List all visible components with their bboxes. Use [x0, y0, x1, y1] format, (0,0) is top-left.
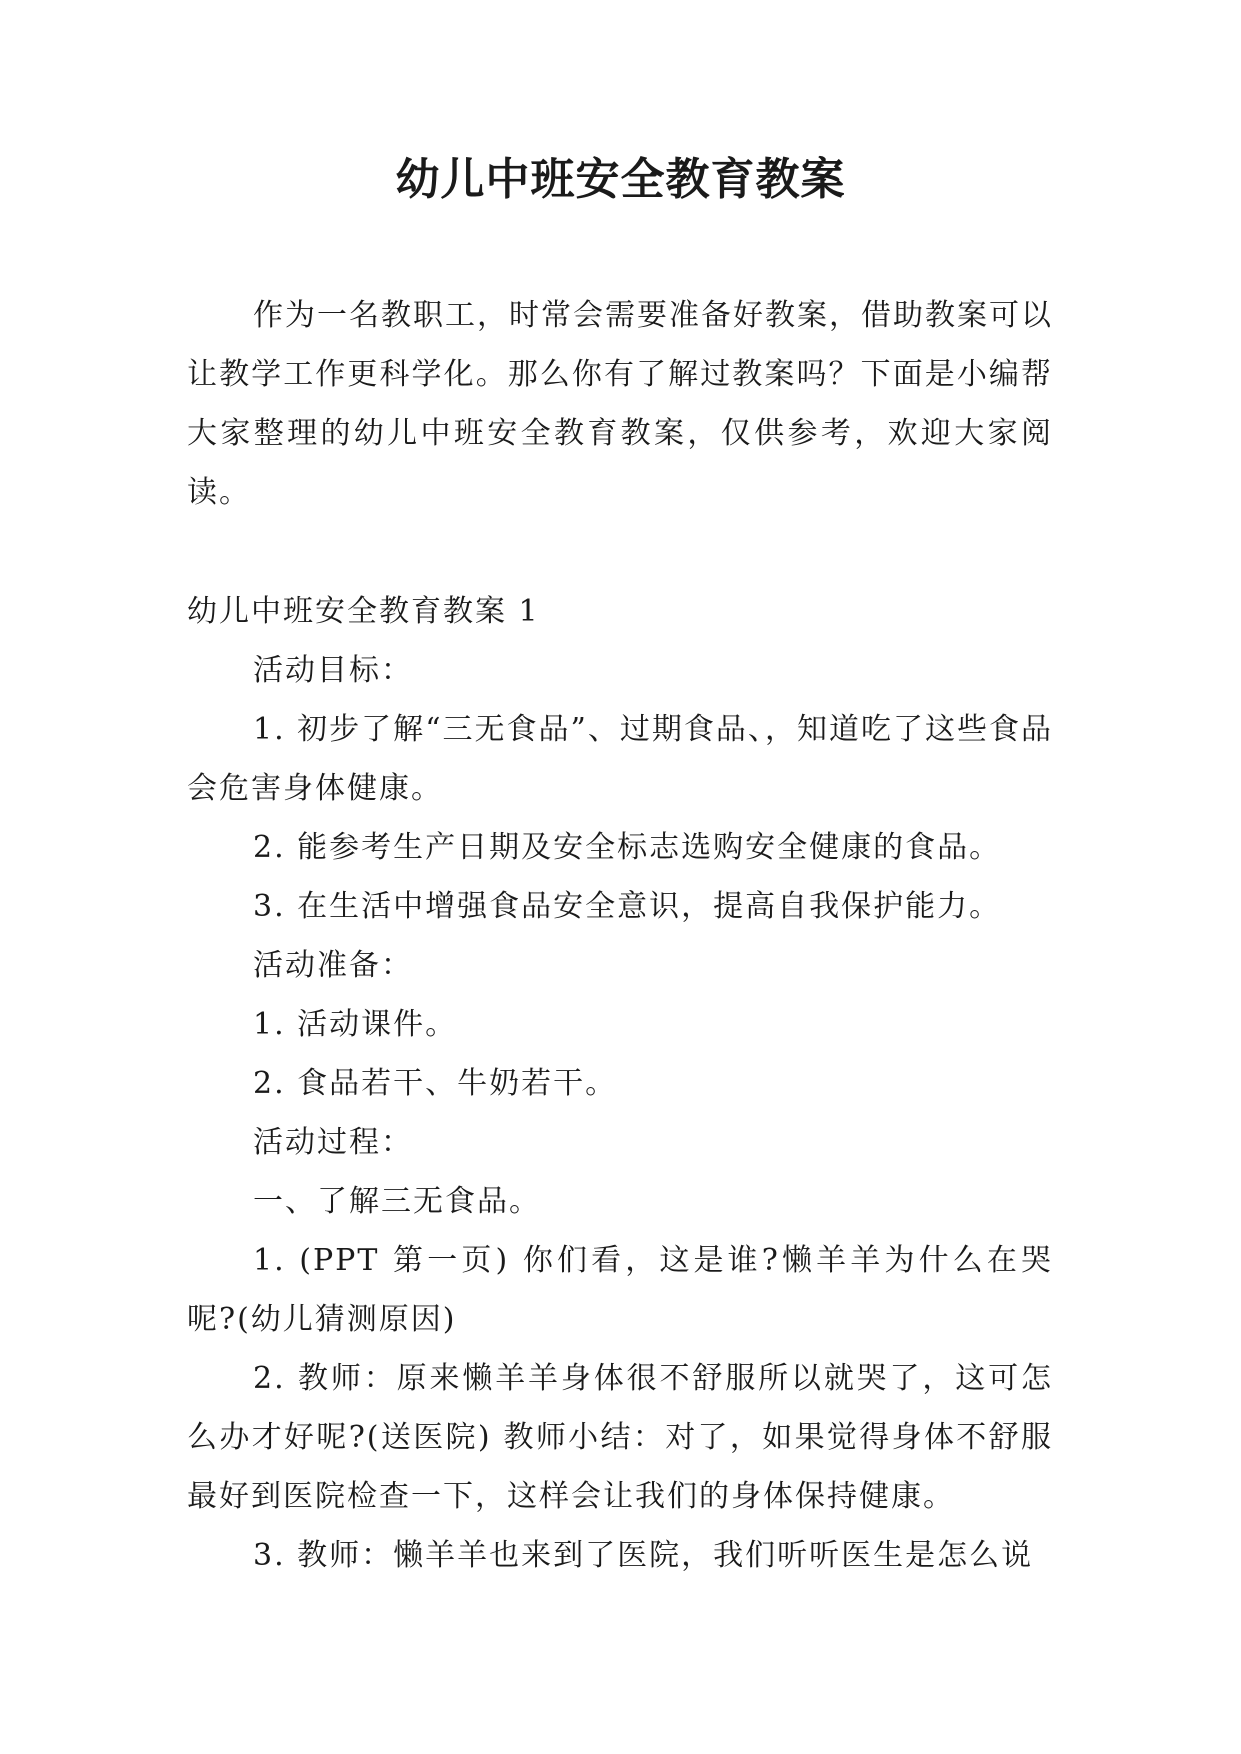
process-item-1: 1. (PPT 第一页) 你们看，这是谁?懒羊羊为什么在哭呢?(幼儿猜测原因) [187, 1243, 1053, 1337]
goal-item-3: 3. 在生活中增强食品安全意识，提高自我保护能力。 [253, 889, 1002, 924]
goal-item-2: 2. 能参考生产日期及安全标志选购安全健康的食品。 [253, 830, 1002, 865]
intro-paragraph: 作为一名教职工，时常会需要准备好教案，借助教案可以让教学工作更科学化。那么你有了解过教案吗？下面是小编帮大家整理的幼儿中班安全教育教案，仅供参考，欢迎大家阅读。 [187, 298, 1053, 510]
document-title: 幼儿中班安全教育教案 [395, 154, 846, 205]
prep-item-1: 1. 活动课件。 [253, 1007, 458, 1042]
prep-item-2: 2. 食品若干、牛奶若干。 [253, 1066, 618, 1101]
prep-heading: 活动准备： [253, 948, 413, 983]
paragraph-spacer [187, 522, 1053, 582]
goals-heading: 活动目标： [253, 653, 413, 688]
process-heading: 活动过程： [253, 1125, 413, 1160]
document-body [187, 286, 1053, 1585]
process-item-2: 2. 教师：原来懒羊羊身体很不舒服所以就哭了，这可怎么办才好呢?(送医院) 教师小结：对了，如果觉得身体不舒服最好到医院检查一下，这样会让我们的身体保持健康。 [187, 1361, 1053, 1514]
section-heading: 幼儿中班安全教育教案 1 [187, 594, 540, 629]
process-subheading: 一、了解三无食品。 [253, 1184, 541, 1219]
goal-item-1: 1. 初步了解“三无食品”、过期食品、，知道吃了这些食品会危害身体健康。 [187, 712, 1053, 806]
process-item-3: 3. 教师：懒羊羊也来到了医院，我们听听医生是怎么说 [253, 1538, 1034, 1573]
